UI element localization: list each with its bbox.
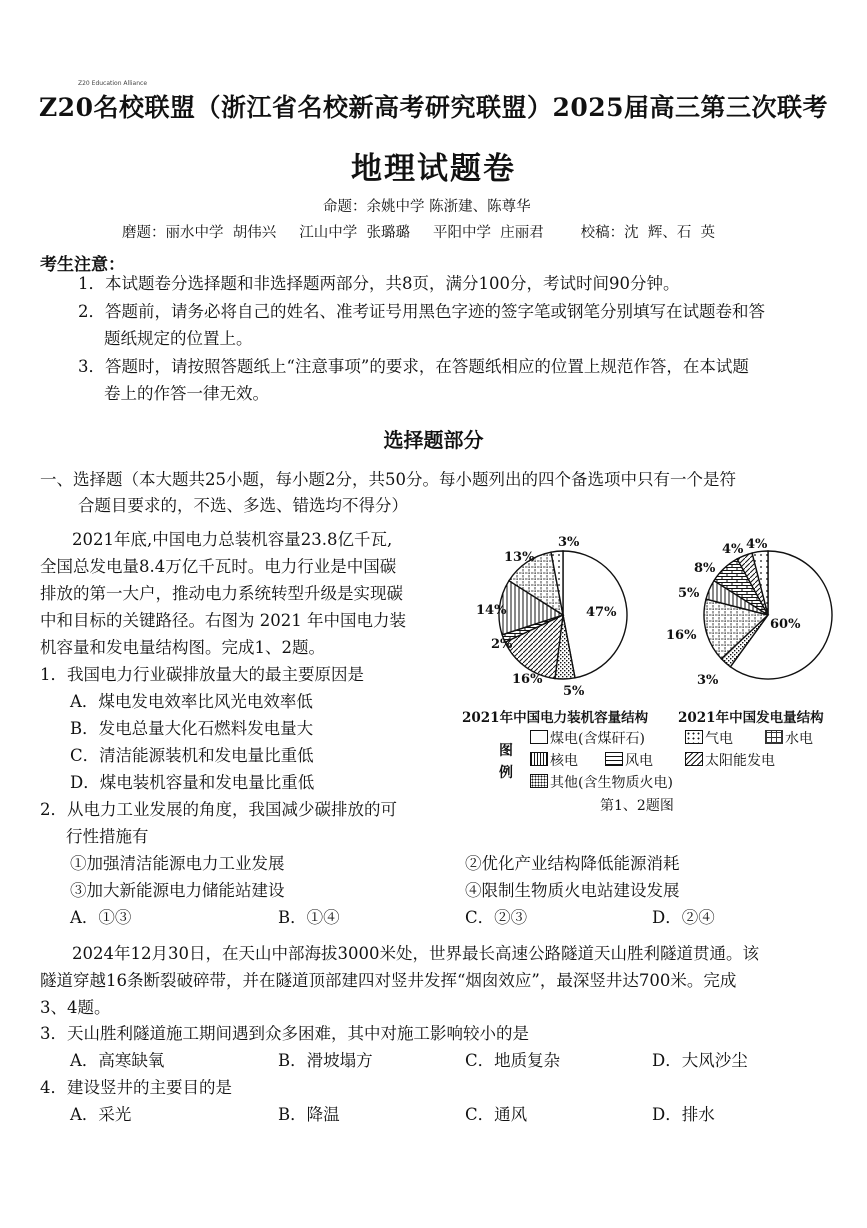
q2-item-2: ②优化产业结构降低能源消耗 <box>465 854 680 873</box>
passage1-line: 全国总发电量8.4万亿千瓦时。电力行业是中国碳 <box>40 557 397 576</box>
q3-option-c[interactable]: C．地质复杂 <box>465 1051 561 1070</box>
pie2-label-other: 3% <box>697 673 719 688</box>
q2-stem: 2．从电力工业发展的角度，我国减少碳排放的可 <box>40 800 397 819</box>
pie2-label-hydro: 16% <box>666 628 697 643</box>
proposer-credit: 命题：余姚中学 陈浙建、陈尊华 <box>323 199 531 215</box>
pie2-label-nuclear: 5% <box>678 586 700 601</box>
legend-item-gas: 气电 <box>685 728 733 748</box>
legend-swatch <box>605 752 623 766</box>
reviewer-credit: 磨题：丽水中学 胡伟兴 江山中学 张璐璐 平阳中学 庄丽君 校稿：沈 辉、石 英 <box>122 225 716 241</box>
pie1-label-gas: 3% <box>558 535 580 550</box>
q3-stem: 3．天山胜利隧道施工期间遇到众多困难，其中对施工影响较小的是 <box>40 1024 529 1043</box>
q3-option-d[interactable]: D．大风沙尘 <box>652 1051 748 1070</box>
legend-item-nuclear: 核电 <box>530 750 578 770</box>
q3-option-a[interactable]: A．高寒缺氧 <box>70 1051 165 1070</box>
legend-swatch <box>530 774 548 788</box>
pie2-label-solar: 4% <box>722 542 744 557</box>
pie1-title: 2021年中国电力装机容量结构 <box>462 710 649 726</box>
pie1-label-solar: 16% <box>512 672 543 687</box>
passage2-line: 3、4题。 <box>40 998 111 1017</box>
q3-option-b[interactable]: B．滑坡塌方 <box>278 1051 373 1070</box>
header-logo: Z20 Education Alliance <box>78 80 148 87</box>
q4-option-c[interactable]: C．通风 <box>465 1105 528 1124</box>
q2-option-d[interactable]: D．②④ <box>652 908 715 927</box>
legend-item-other: 其他(含生物质火电) <box>530 772 673 792</box>
q2-item-4: ④限制生物质火电站建设发展 <box>465 881 680 900</box>
pie2-title: 2021年中国发电量结构 <box>678 710 824 726</box>
pie1-label-wind: 2% <box>491 637 513 652</box>
legend-item-solar: 太阳能发电 <box>685 750 775 770</box>
q2-option-b[interactable]: B．①④ <box>278 908 340 927</box>
q1-option-b[interactable]: B．发电总量大化石燃料发电量大 <box>70 719 314 738</box>
legend-title: 图 <box>499 743 513 759</box>
legend-item-coal: 煤电(含煤矸石) <box>530 728 645 748</box>
pie1-label-other: 5% <box>563 684 585 699</box>
notice-item-1: 1．本试题卷分选择题和非选择题两部分，共8页，满分100分，考试时间90分钟。 <box>78 274 680 293</box>
passage1-line: 2021年底,中国电力总装机容量23.8亿千瓦, <box>72 530 393 549</box>
notice-item-3-cont: 卷上的作答一律无效。 <box>104 384 269 403</box>
pie1-label-coal: 47% <box>586 605 617 620</box>
legend-swatch <box>685 730 703 744</box>
q2-item-3: ③加大新能源电力储能站建设 <box>70 881 285 900</box>
q4-option-a[interactable]: A．采光 <box>70 1105 132 1124</box>
q2-item-1: ①加强清洁能源电力工业发展 <box>70 854 285 873</box>
figure-caption: 第1、2题图 <box>600 798 674 814</box>
notice-item-2-cont: 题纸规定的位置上。 <box>104 329 253 348</box>
notice-item-3: 3．答题时，请按照答题纸上“注意事项”的要求，在答题纸相应的位置上规范作答，在本试题 <box>78 357 749 376</box>
q2-option-c[interactable]: C．②③ <box>465 908 528 927</box>
q4-stem: 4．建设竖井的主要目的是 <box>40 1078 232 1097</box>
q2-option-a[interactable]: A．①③ <box>70 908 132 927</box>
pie2-label-gas: 4% <box>746 537 768 552</box>
pie1-label-nuclear: 14% <box>476 603 507 618</box>
pie1-label-hydro: 13% <box>504 550 535 565</box>
q1-option-a[interactable]: A．煤电发电效率比风光电效率低 <box>70 692 313 711</box>
passage2-line: 2024年12月30日，在天山中部海拔3000米处，世界最长高速公路隧道天山胜利隧道贯通。该 <box>72 944 759 963</box>
q1-option-d[interactable]: D．煤电装机容量和发电量比重低 <box>70 773 315 792</box>
passage1-line: 中和目标的关键路径。右图为 2021 年中国电力装 <box>40 611 406 630</box>
q4-option-b[interactable]: B．降温 <box>278 1105 340 1124</box>
q4-option-d[interactable]: D．排水 <box>652 1105 715 1124</box>
q1-stem: 1．我国电力行业碳排放量大的最主要原因是 <box>40 665 364 684</box>
passage2-line: 隧道穿越16条断裂破碎带，并在隧道顶部建四对竖井发挥“烟囱效应”，最深竖井达700米。完成 <box>40 971 737 990</box>
exam-subtitle: 地理试题卷 <box>351 151 516 187</box>
part1-instruction: 一、选择题（本大题共25小题，每小题2分，共50分。每小题列出的四个备选项中只有一个是符 <box>40 470 736 489</box>
legend-swatch <box>685 752 703 766</box>
part1-instruction-cont: 合题目要求的，不选、多选、错选均不得分） <box>78 496 408 515</box>
section-title: 选择题部分 <box>383 428 484 452</box>
legend-swatch <box>530 730 548 744</box>
q1-option-c[interactable]: C．清洁能源装机和发电量比重低 <box>70 746 314 765</box>
passage1-line: 排放的第一大户，推动电力系统转型升级是实现碳 <box>40 584 403 603</box>
legend-item-wind: 风电 <box>605 750 653 770</box>
notice-item-2: 2．答题前，请务必将自己的姓名、准考证号用黑色字迹的签字笔或钢笔分别填写在试题卷和答 <box>78 302 765 321</box>
legend-swatch <box>765 730 783 744</box>
pie2-label-coal: 60% <box>770 617 801 632</box>
pie2-label-wind: 8% <box>694 561 716 576</box>
legend-item-hydro: 水电 <box>765 728 813 748</box>
exam-title: Z20名校联盟（浙江省名校新高考研究联盟）2025届高三第三次联考 <box>38 93 829 122</box>
q2-stem-cont: 行性措施有 <box>66 827 149 846</box>
notice-heading: 考生注意： <box>40 255 125 275</box>
legend-title-2: 例 <box>499 765 513 781</box>
passage1-line: 机容量和发电量结构图。完成1、2题。 <box>40 638 325 657</box>
legend-swatch <box>530 752 548 766</box>
